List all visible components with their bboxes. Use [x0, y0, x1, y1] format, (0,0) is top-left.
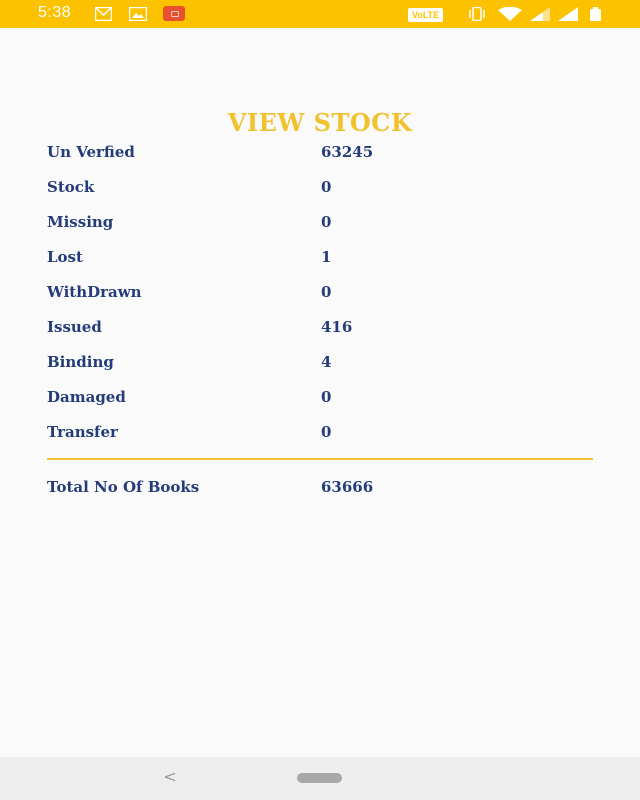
row-value: 0 — [321, 423, 332, 441]
status-time: 5:38 — [38, 4, 72, 21]
row-label: Damaged — [47, 388, 126, 406]
signal-icon — [558, 7, 578, 21]
row-label: Issued — [47, 318, 102, 336]
row-label: Missing — [47, 213, 114, 231]
row-value: 63245 — [321, 143, 374, 161]
signal-icon — [530, 7, 550, 21]
stock-row-lost — [47, 248, 593, 270]
gmail-icon — [95, 7, 112, 21]
page-title: VIEW STOCK — [227, 108, 413, 137]
vibrate-icon — [468, 7, 486, 21]
stock-row-missing — [47, 213, 593, 235]
volte-badge: VoLTE — [408, 8, 443, 22]
stock-row-transfer — [47, 423, 593, 445]
home-button[interactable] — [297, 773, 342, 783]
stock-row-issued — [47, 318, 593, 340]
total-value: 63666 — [321, 478, 374, 496]
row-value: 1 — [321, 248, 332, 266]
stock-row-withdrawn — [47, 283, 593, 305]
battery-icon — [590, 7, 601, 21]
divider — [47, 458, 593, 460]
row-label: Transfer — [47, 423, 118, 441]
row-value: 0 — [321, 178, 332, 196]
stock-row-stock — [47, 178, 593, 200]
row-label: Lost — [47, 248, 83, 266]
total-row — [47, 478, 593, 500]
row-label: Binding — [47, 353, 114, 371]
stock-row-damaged — [47, 388, 593, 410]
row-label: Un Verfied — [47, 143, 135, 161]
stock-row-binding — [47, 353, 593, 375]
row-value: 0 — [321, 388, 332, 406]
back-button[interactable]: < — [163, 767, 177, 786]
status-bar — [0, 0, 640, 28]
wifi-icon — [498, 7, 522, 21]
row-value: 4 — [321, 353, 332, 371]
row-label: Stock — [47, 178, 95, 196]
row-value: 416 — [321, 318, 353, 336]
gallery-icon — [129, 7, 147, 21]
row-label: WithDrawn — [47, 283, 142, 301]
row-value: 0 — [321, 213, 332, 231]
navigation-bar — [0, 757, 640, 800]
app-icon — [163, 6, 185, 21]
total-label: Total No Of Books — [47, 478, 200, 496]
row-value: 0 — [321, 283, 332, 301]
stock-row-unverified — [47, 143, 593, 165]
